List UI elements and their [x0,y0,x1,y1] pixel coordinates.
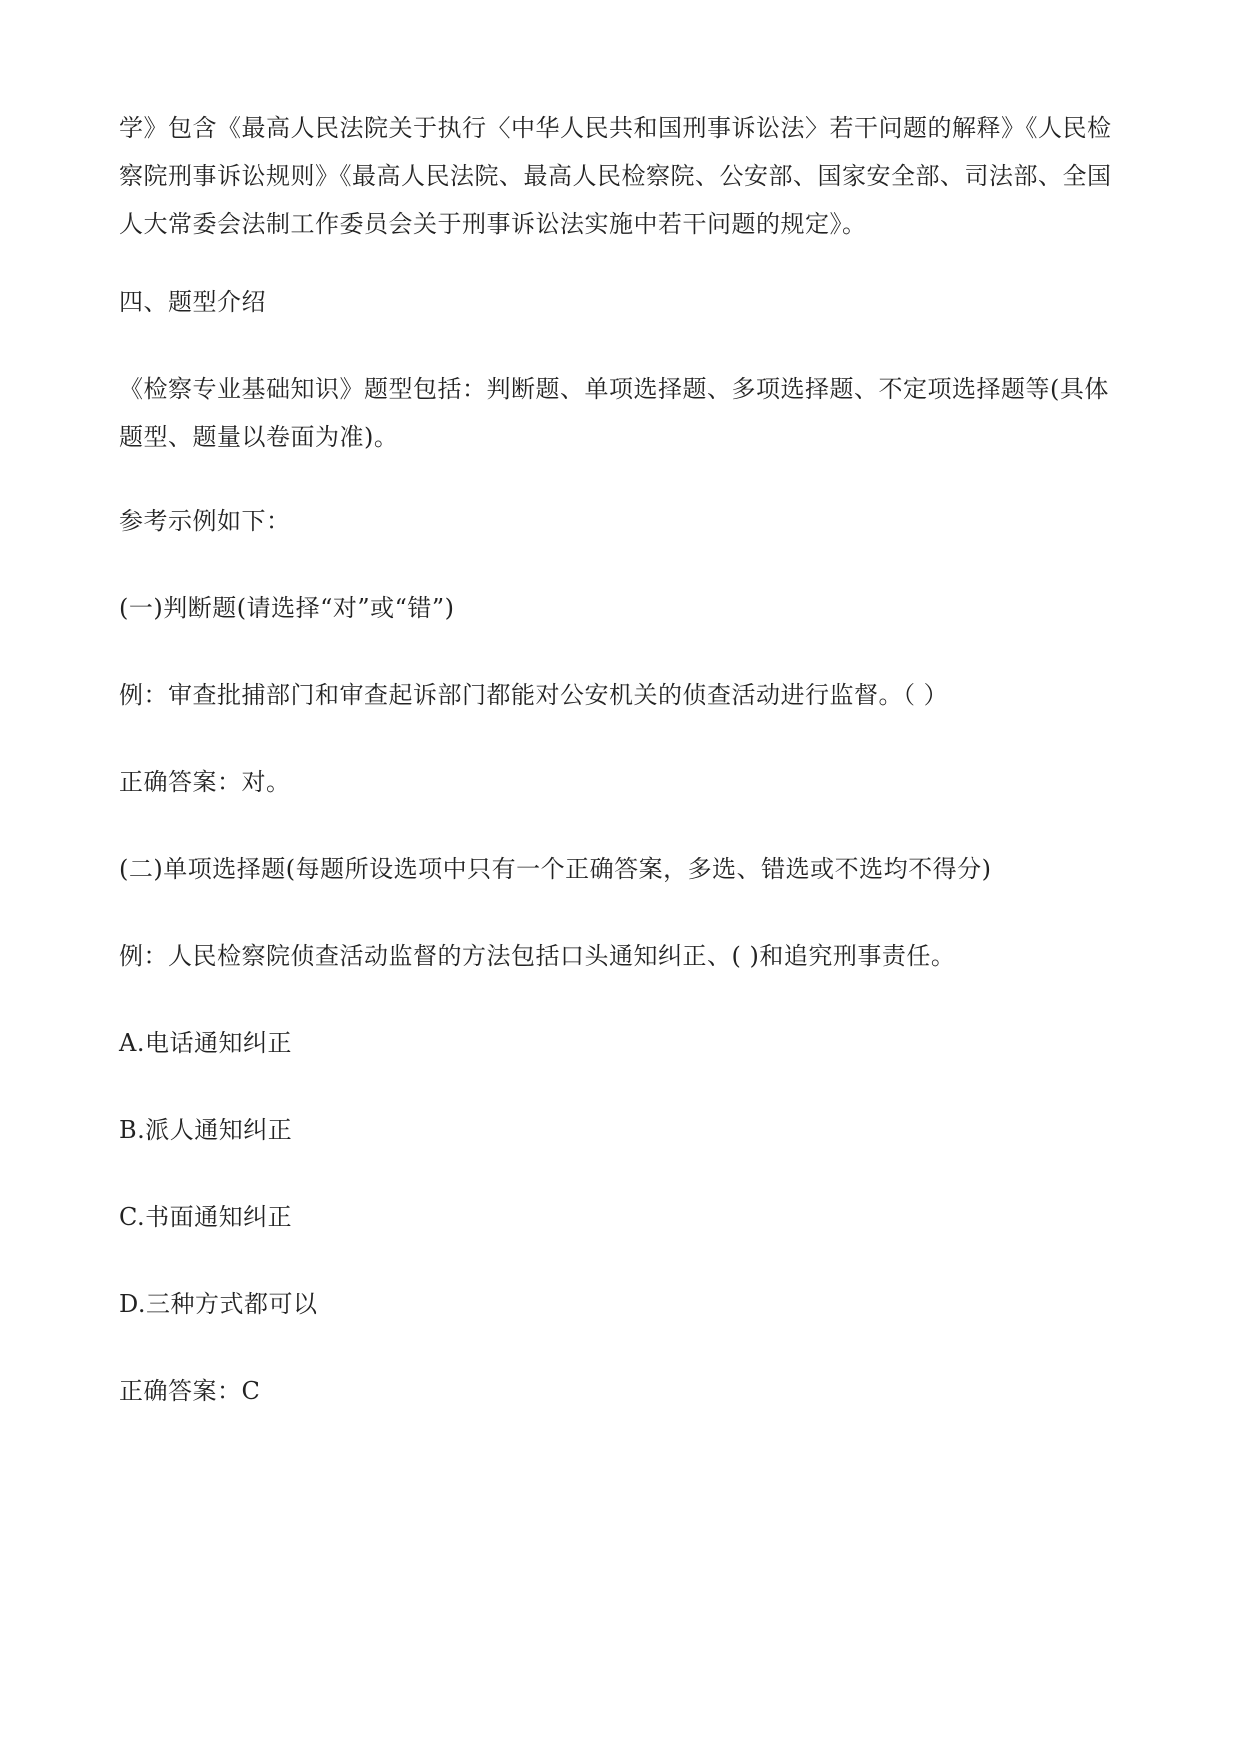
question-types-paragraph [119,365,1129,461]
judgment-example: 例：审查批捕部门和审查起诉部门都能对公安机关的侦查活动进行监督。（ ） [119,681,949,709]
question-types-line-1: 《检察专业基础知识》题型包括：判断题、单项选择题、多项选择题、不定项选择题等(具体 [119,375,1109,403]
intro-line-1: 学》包含《最高人民法院关于执行〈中华人民共和国刑事诉讼法〉若干问题的解释》《人民检 [119,114,1112,142]
single-choice-answer: 正确答案：C [119,1377,261,1405]
option-a: A.电话通知纠正 [119,1029,292,1057]
option-d: D.三种方式都可以 [119,1290,318,1318]
examples-intro: 参考示例如下： [119,507,291,535]
judgment-heading: (一)判断题(请选择“对”或“错”) [119,594,455,622]
intro-line-3: 人大常委会法制工作委员会关于刑事诉讼法实施中若干问题的规定》。 [119,210,867,238]
option-c: C.书面通知纠正 [119,1203,293,1231]
question-types-line-2: 题型、题量以卷面为准)。 [119,423,399,451]
section-heading: 四、题型介绍 [119,288,266,316]
judgment-answer: 正确答案：对。 [119,768,291,796]
intro-line-2: 察院刑事诉讼规则》《最高人民法院、最高人民检察院、公安部、国家安全部、司法部、全国 [119,162,1112,190]
intro-paragraph [119,104,1129,248]
single-choice-example: 例：人民检察院侦查活动监督的方法包括口头通知纠正、( )和追究刑事责任。 [119,942,956,970]
option-b: B.派人通知纠正 [119,1116,293,1144]
single-choice-heading: (二)单项选择题(每题所设选项中只有一个正确答案，多选、错选或不选均不得分) [119,855,992,883]
